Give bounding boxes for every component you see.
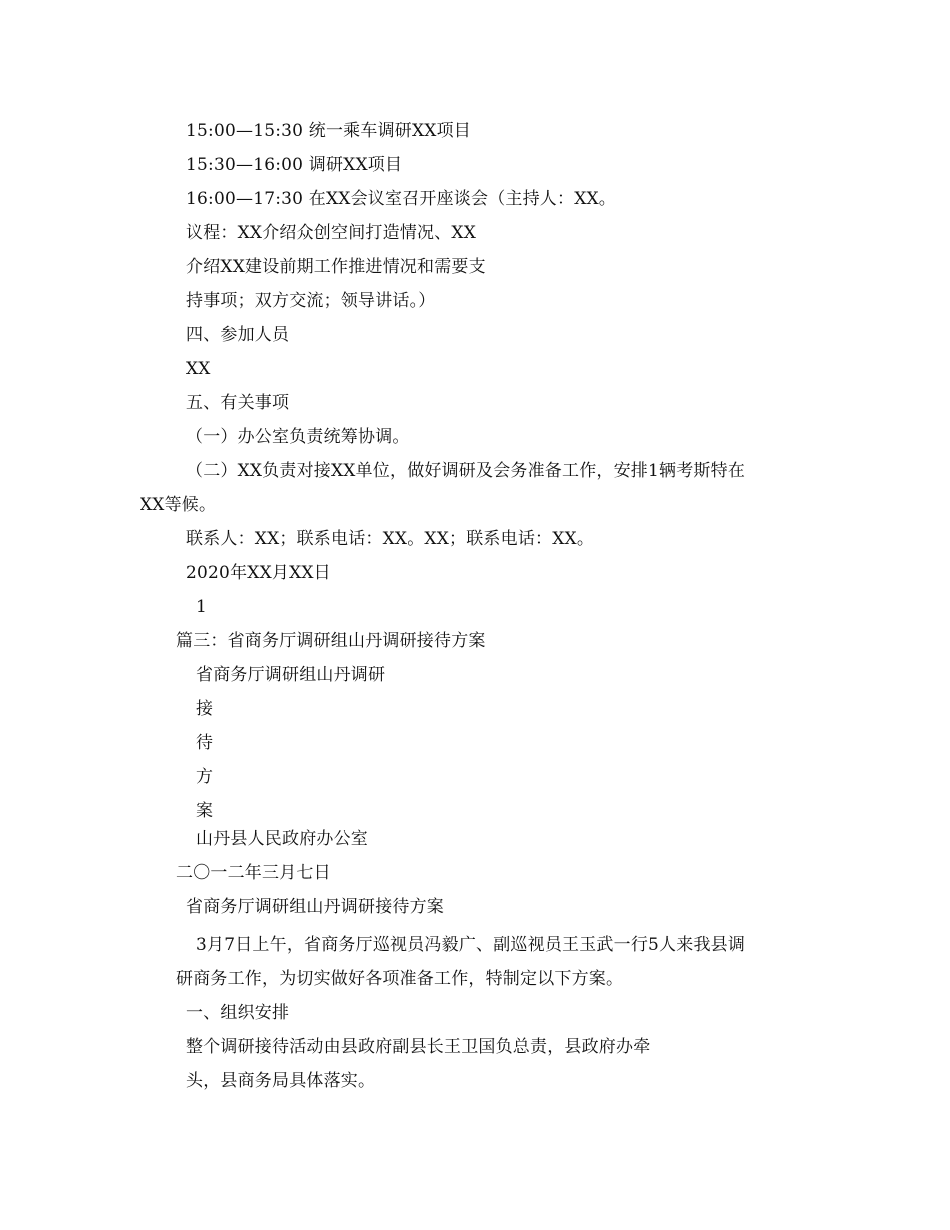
matter-item-2: （二）XX负责对接XX单位，做好调研及会务准备工作，安排1辆考斯特在 xyxy=(186,461,746,481)
organization-line-1: 整个调研接待活动由县政府副县长王卫国负总责，县政府办牵 xyxy=(186,1037,651,1057)
contact-line: 联系人：XX；联系电话：XX。XX；联系电话：XX。 xyxy=(186,529,595,549)
cover-title-char-4: 案 xyxy=(196,801,214,821)
issuer-line: 山丹县人民政府办公室 xyxy=(196,829,368,849)
organization-line-2: 头，县商务局具体落实。 xyxy=(186,1071,376,1091)
schedule-line-3: 16:00—17:30 在XX会议室召开座谈会（主持人：XX。 xyxy=(186,189,616,209)
matter-item-2-continued: XX等候。 xyxy=(140,495,217,515)
chapter-heading: 篇三：省商务厅调研组山丹调研接待方案 xyxy=(176,631,486,651)
cover-title-char-3: 方 xyxy=(196,767,214,787)
intro-paragraph-line-2: 研商务工作，为切实做好各项准备工作，特制定以下方案。 xyxy=(176,969,624,989)
schedule-line-2: 15:30—16:00 调研XX项目 xyxy=(186,155,403,175)
agenda-line-1: 议程：XX介绍众创空间打造情况、XX xyxy=(186,223,477,243)
intro-paragraph-line-1: 3月7日上午，省商务厅巡视员冯毅广、副巡视员王玉武一行5人来我县调 xyxy=(196,935,746,955)
section-heading-matters: 五、有关事项 xyxy=(186,393,290,413)
agenda-line-2: 介绍XX建设前期工作推进情况和需要支 xyxy=(186,257,486,277)
issue-date-line: 二〇一二年三月七日 xyxy=(176,863,331,883)
cover-title-char-1: 接 xyxy=(196,699,214,719)
section-heading-participants: 四、参加人员 xyxy=(186,325,290,345)
cover-title-char-2: 待 xyxy=(196,733,214,753)
section-heading-organization: 一、组织安排 xyxy=(186,1003,290,1023)
page-number: 1 xyxy=(196,597,208,617)
schedule-line-1: 15:00—15:30 统一乘车调研XX项目 xyxy=(186,121,471,141)
plan-title: 省商务厅调研组山丹调研接待方案 xyxy=(186,897,444,917)
cover-title-line: 省商务厅调研组山丹调研 xyxy=(196,665,386,685)
participants-value: XX xyxy=(186,359,211,379)
date-line: 2020年XX月XX日 xyxy=(186,563,331,583)
matter-item-1: （一）办公室负责统筹协调。 xyxy=(186,427,410,447)
agenda-line-3: 持事项；双方交流；领导讲话。） xyxy=(186,291,436,311)
